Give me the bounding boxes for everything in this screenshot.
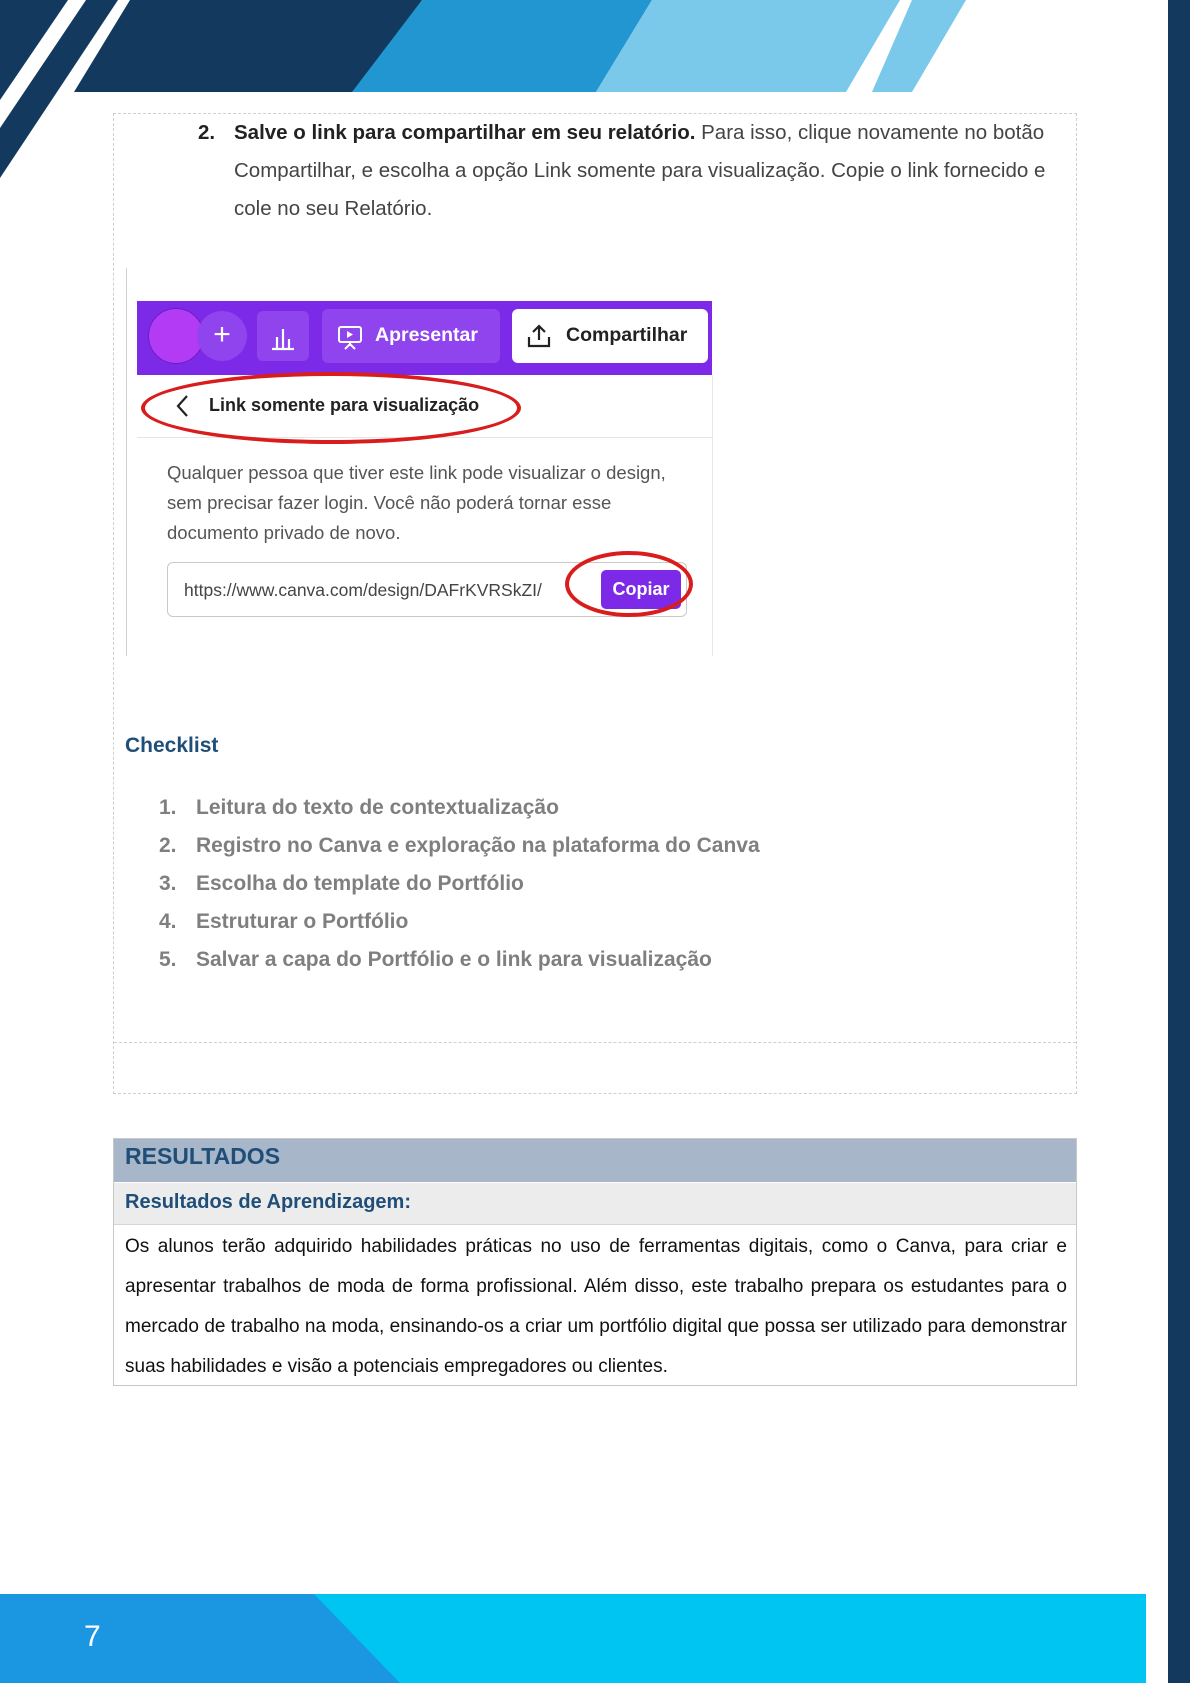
step-2	[198, 114, 1058, 228]
activity-content-box	[113, 113, 1077, 1094]
link-url: https://www.canva.com/design/DAFrKVRSkZI/	[184, 580, 542, 600]
step-number: 2.	[198, 121, 216, 144]
link-description: Qualquer pessoa que tiver este link pode visualizar o design, sem precisar fazer login. Você não poderá tornar esse documento privado de novo.	[167, 462, 666, 543]
present-button	[322, 309, 500, 363]
list-item: 4. Estruturar o Portfólio	[159, 910, 409, 933]
section-divider	[114, 1042, 1076, 1043]
add-collaborator-button: +	[197, 311, 247, 361]
checklist	[159, 789, 760, 979]
share-button	[512, 309, 708, 363]
list-item: 1. Leitura do texto de contextualização	[159, 796, 559, 819]
share-panel	[137, 375, 713, 656]
step-body-text: Para isso, clique novamente no botão Compartilhar, e escolha a opção Link somente para visualização. Copie o link fornecido e cole no seu Relatório.	[234, 121, 1046, 220]
canva-toolbar	[137, 301, 712, 375]
share-label: Compartilhar	[566, 324, 688, 346]
learning-results-title: Resultados de Aprendizagem:	[125, 1191, 411, 1213]
highlight-oval	[141, 372, 521, 444]
results-title: RESULTADOS	[125, 1143, 281, 1169]
present-label: Apresentar	[375, 324, 478, 346]
results-header	[114, 1139, 1076, 1182]
results-text: Os alunos terão adquirido habilidades práticas no uso de ferramentas digitais, como o Canva, para criar e apresentar trabalhos de moda de forma profissional. Além disso, este trabalho prepara os estudantes para o mercado de trabalho na moda, ensinando-os a criar um portfólio digital que possa ser utilizado para demonstrar suas habilidades e visão a potenciais empregadores ou clientes.	[125, 1236, 1067, 1377]
present-icon	[336, 323, 364, 351]
share-upload-icon	[525, 322, 553, 350]
step-bold-text: Salve o link para compartilhar em seu relatório.	[234, 121, 696, 144]
page-number: 7	[84, 1620, 101, 1653]
page-footer	[0, 1594, 1146, 1683]
copy-highlight-oval	[565, 551, 693, 617]
copy-button: Copiar	[601, 570, 681, 609]
results-section	[113, 1138, 1077, 1386]
checklist-title: Checklist	[125, 734, 219, 757]
list-item: 3. Escolha do template do Portfólio	[159, 872, 524, 895]
learning-results-header	[114, 1182, 1076, 1225]
list-item: 5. Salvar a capa do Portfólio e o link para visualização	[159, 948, 712, 971]
insights-button	[257, 311, 309, 361]
avatar	[148, 308, 204, 364]
right-edge-bar	[1168, 0, 1190, 1683]
footer-decoration	[0, 1594, 420, 1683]
list-item: 2. Registro no Canva e exploração na plataforma do Canva	[159, 834, 760, 857]
bar-chart-icon	[257, 311, 309, 361]
canva-share-screenshot	[126, 268, 707, 656]
view-only-link-label: Link somente para visualização	[209, 395, 480, 415]
